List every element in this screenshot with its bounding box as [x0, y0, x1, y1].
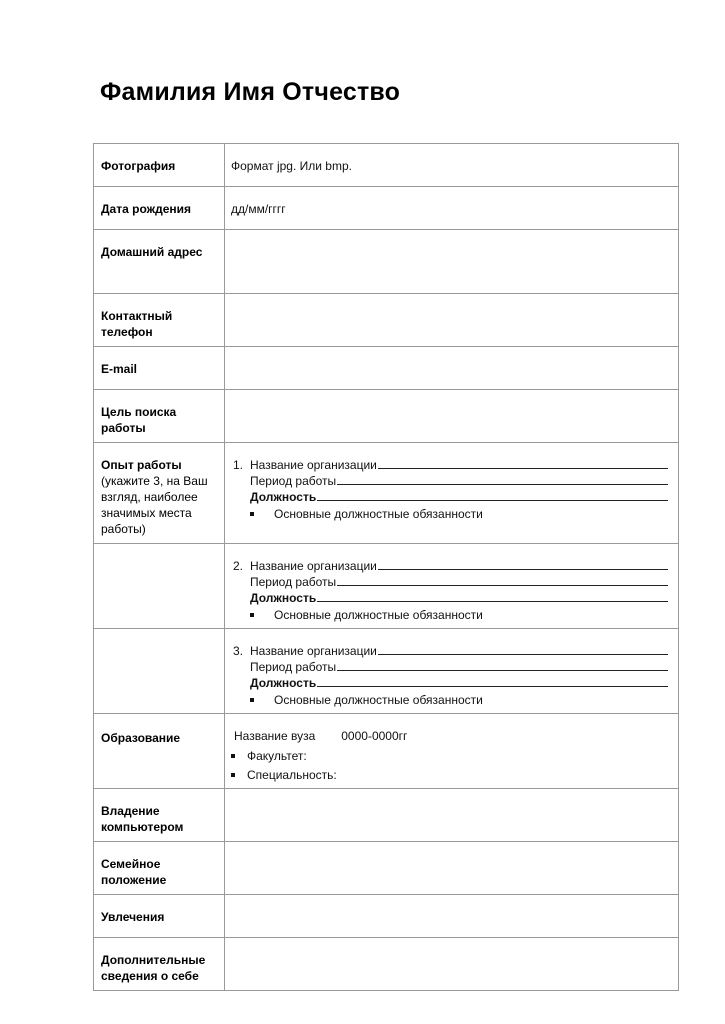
job-position-label: Должность	[250, 591, 317, 605]
job-position-label: Должность	[250, 490, 317, 504]
row-marital-status	[94, 842, 679, 895]
value-computer-skills[interactable]	[225, 789, 679, 842]
job-org-underline[interactable]	[378, 557, 668, 570]
value-job-goal[interactable]	[225, 390, 679, 443]
value-home-address[interactable]	[225, 230, 679, 294]
row-hobbies	[94, 895, 679, 938]
job-period-label: Период работы	[250, 474, 337, 488]
job-position-line	[233, 488, 668, 504]
bullet-square-icon	[231, 773, 235, 777]
job-position-label: Должность	[250, 676, 317, 690]
row-experience-3	[94, 629, 679, 714]
experience-entry[interactable]	[225, 443, 679, 544]
education-university: Название вуза	[234, 729, 316, 743]
bullet-square-icon	[250, 512, 254, 516]
bullet-square-icon	[250, 698, 254, 702]
label-education: Образование	[94, 714, 225, 789]
job-period-underline[interactable]	[337, 472, 668, 485]
value-additional-info[interactable]	[225, 938, 679, 991]
job-period-line	[233, 658, 668, 674]
row-home-address	[94, 230, 679, 294]
label-computer-skills: Владение компьютером	[94, 789, 225, 842]
value-birth-date[interactable]: дд/мм/гггг	[225, 187, 679, 230]
job-period-label: Период работы	[250, 575, 337, 589]
label-experience-empty	[94, 629, 225, 714]
bullet-square-icon	[231, 754, 235, 758]
label-additional-info: Дополнительные сведения о себе	[94, 938, 225, 991]
label-experience	[94, 443, 225, 544]
job-position-underline[interactable]	[317, 488, 668, 501]
label-birth-date: Дата рождения	[94, 187, 225, 230]
job-period-label: Период работы	[250, 660, 337, 674]
job-org-line	[233, 557, 668, 573]
value-education[interactable]	[225, 714, 679, 789]
value-photo[interactable]: Формат jpg. Или bmp.	[225, 144, 679, 187]
row-email	[94, 347, 679, 390]
experience-label: Опыт работы	[101, 458, 182, 472]
row-photo	[94, 144, 679, 187]
job-org-line	[233, 642, 668, 658]
job-number: 3.	[233, 644, 244, 658]
job-position-line	[233, 589, 668, 605]
job-duties-label: Основные должностные обязанности	[274, 507, 483, 521]
job-org-label: Название организации	[250, 644, 377, 658]
label-experience-empty	[94, 544, 225, 629]
job-org-underline[interactable]	[378, 456, 668, 469]
label-email: E-mail	[94, 347, 225, 390]
label-phone: Контактный телефон	[94, 294, 225, 347]
job-duties-line	[233, 606, 668, 624]
education-years: 0000-0000гг	[341, 729, 408, 743]
job-number: 2.	[233, 559, 244, 573]
job-position-underline[interactable]	[317, 589, 668, 602]
job-number: 1.	[233, 458, 244, 472]
row-job-goal	[94, 390, 679, 443]
job-org-line	[233, 456, 668, 472]
education-faculty-line	[231, 747, 672, 765]
job-period-line	[233, 573, 668, 589]
education-specialty-line	[231, 766, 672, 784]
job-duties-line	[233, 505, 668, 523]
label-marital-status: Семейное положение	[94, 842, 225, 895]
education-faculty: Факультет:	[247, 749, 307, 763]
experience-hint: (укажите 3, на Ваш взгляд, наиболее значимых места работы)	[101, 474, 208, 536]
value-hobbies[interactable]	[225, 895, 679, 938]
value-marital-status[interactable]	[225, 842, 679, 895]
row-education	[94, 714, 679, 789]
label-job-goal: Цель поиска работы	[94, 390, 225, 443]
experience-entry[interactable]	[225, 629, 679, 714]
job-period-underline[interactable]	[337, 658, 668, 671]
row-computer-skills	[94, 789, 679, 842]
job-position-line	[233, 674, 668, 690]
job-duties-line	[233, 691, 668, 709]
job-duties-label: Основные должностные обязанности	[274, 608, 483, 622]
job-duties-label: Основные должностные обязанности	[274, 693, 483, 707]
label-hobbies: Увлечения	[94, 895, 225, 938]
education-header	[231, 728, 672, 746]
job-period-underline[interactable]	[337, 573, 668, 586]
education-specialty: Специальность:	[247, 768, 337, 782]
experience-entry[interactable]	[225, 544, 679, 629]
label-photo: Фотография	[94, 144, 225, 187]
value-email[interactable]	[225, 347, 679, 390]
row-birth-date	[94, 187, 679, 230]
row-experience-2	[94, 544, 679, 629]
resume-title: Фамилия Имя Отчество	[100, 78, 401, 106]
job-period-line	[233, 472, 668, 488]
job-position-underline[interactable]	[317, 674, 668, 687]
label-home-address: Домашний адрес	[94, 230, 225, 294]
bullet-square-icon	[250, 613, 254, 617]
row-phone	[94, 294, 679, 347]
job-org-label: Название организации	[250, 559, 377, 573]
row-experience-1	[94, 443, 679, 544]
resume-form-table	[93, 143, 679, 991]
job-org-underline[interactable]	[378, 642, 668, 655]
job-org-label: Название организации	[250, 458, 377, 472]
row-additional-info	[94, 938, 679, 991]
value-phone[interactable]	[225, 294, 679, 347]
